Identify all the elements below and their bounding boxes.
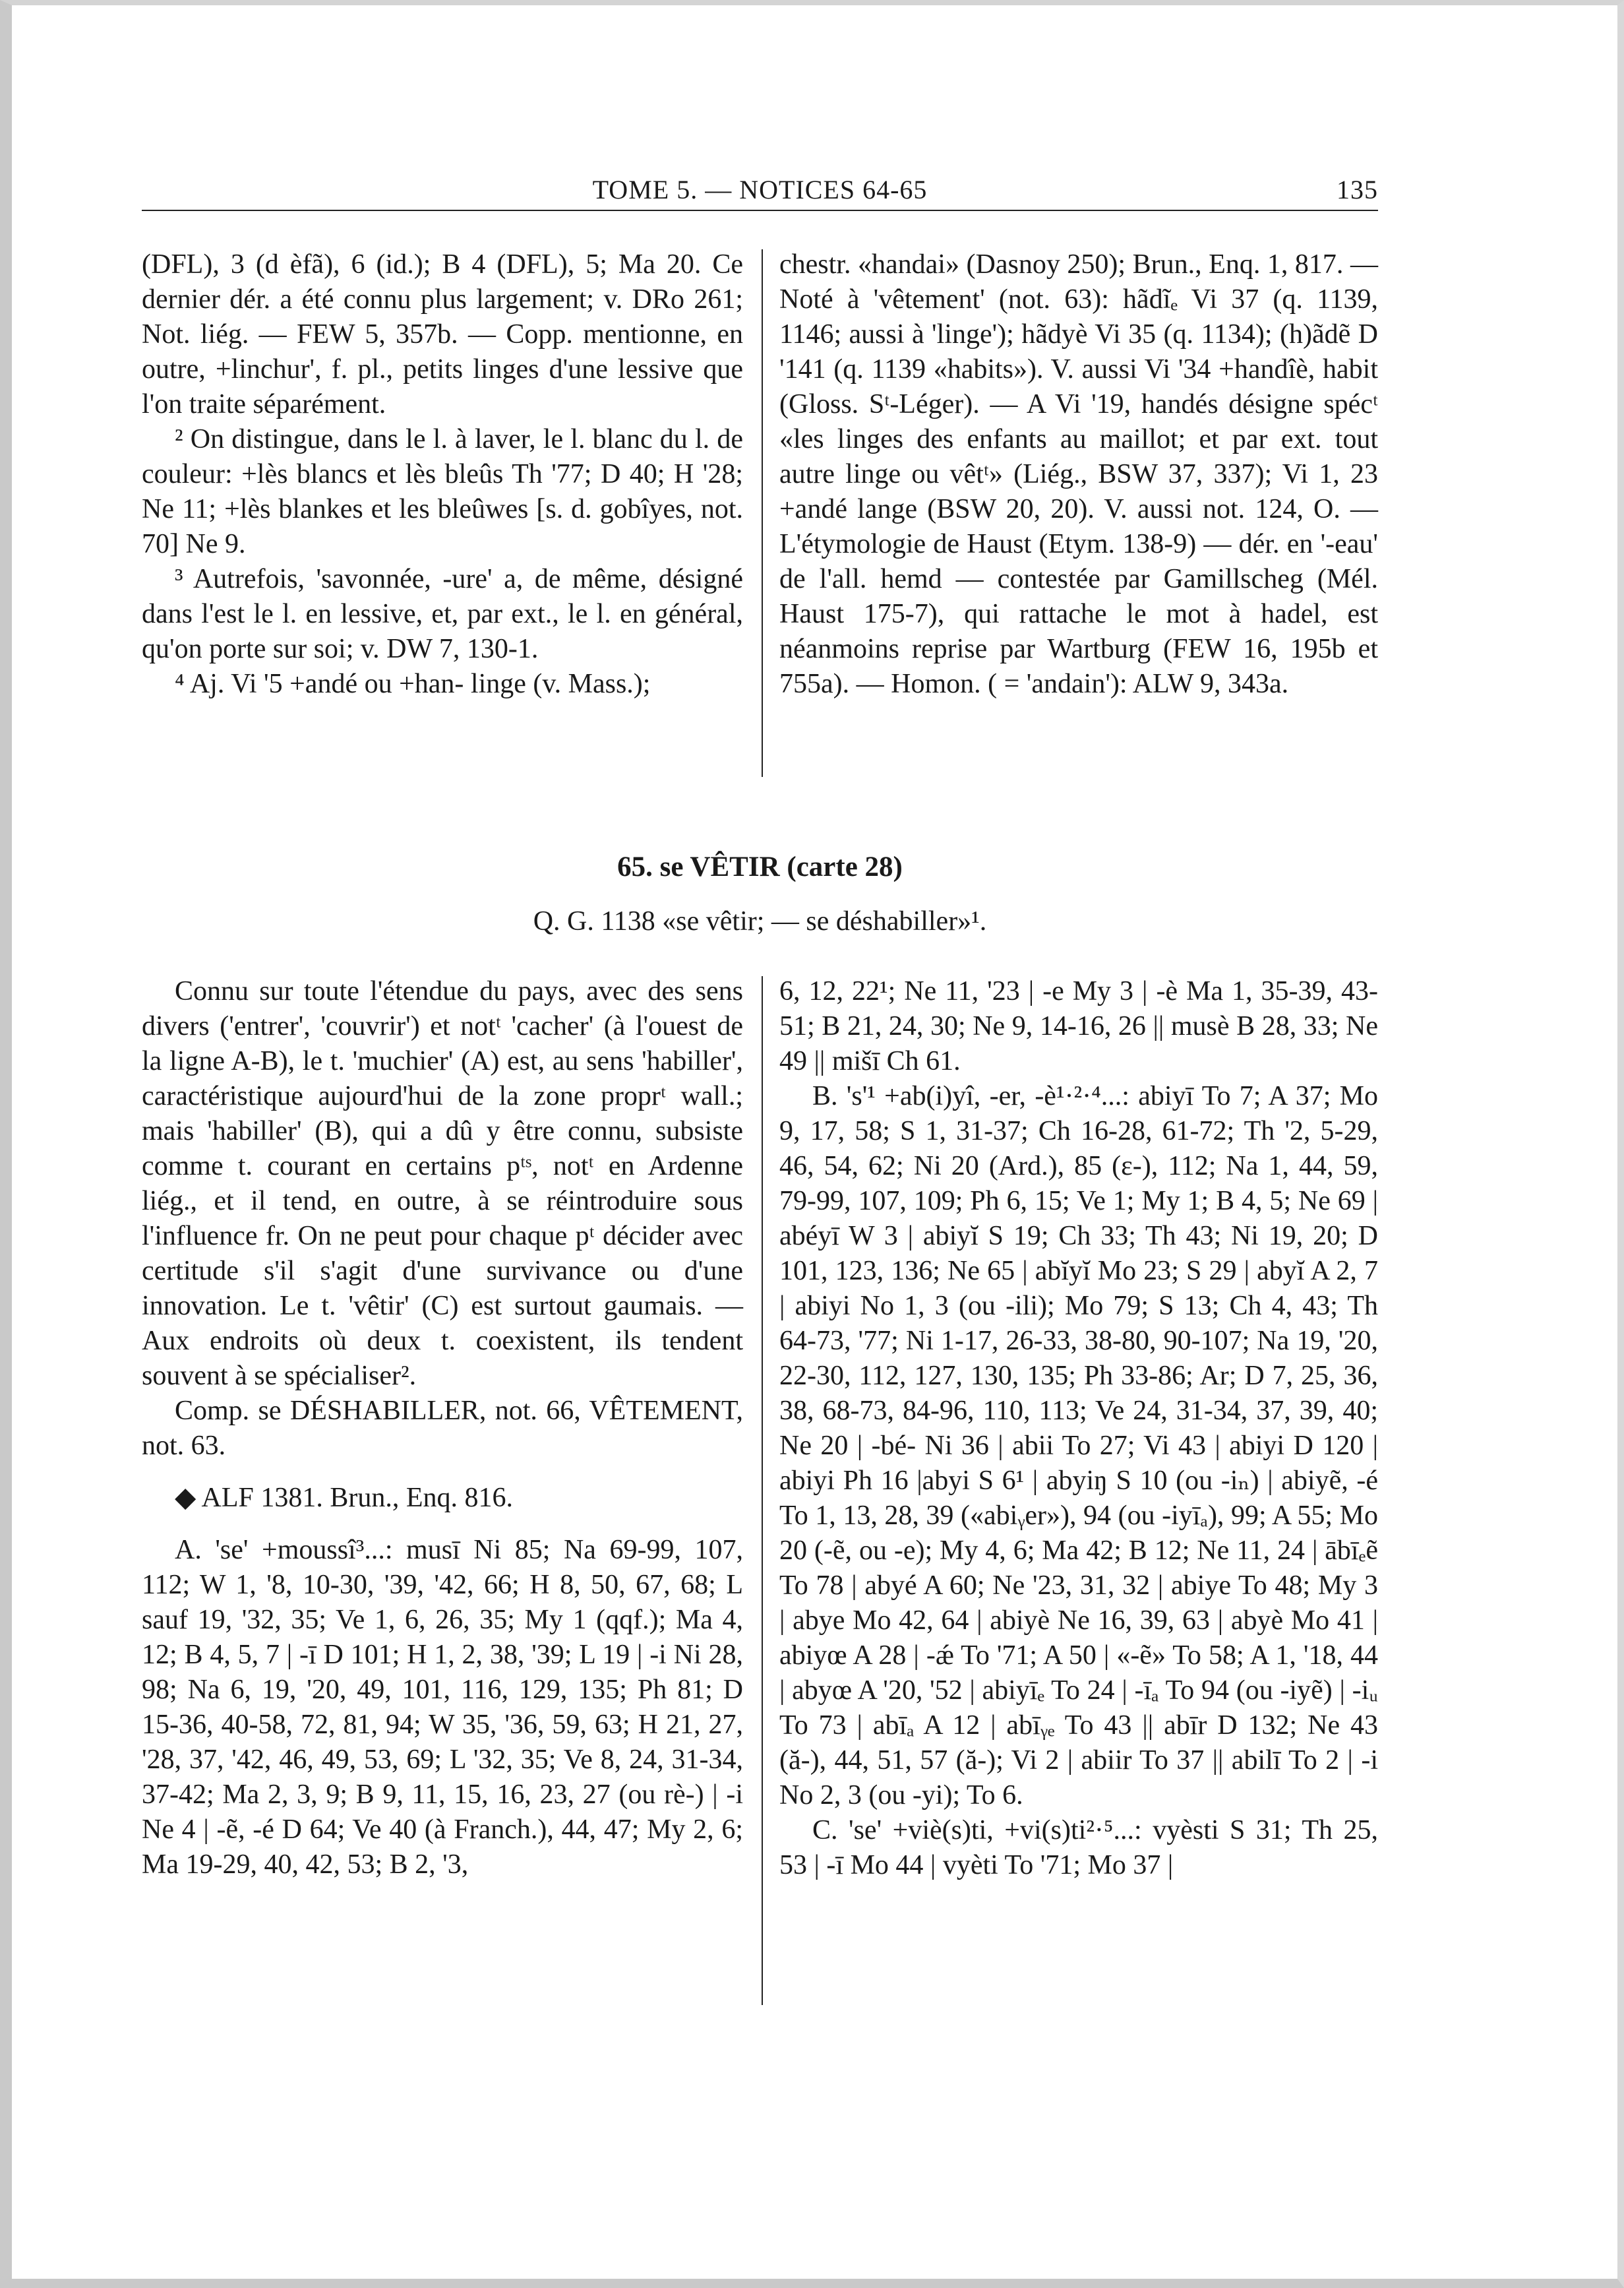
footnote-3: ³ Autrefois, 'savonnée, -ure' a, de même, désigné dans l'est le l. en lessive, et, par ext., le l. en général, qu'on porte sur soi; v. DW 7, 130-1. — [142, 564, 743, 664]
bottom-left-column — [142, 974, 743, 1882]
compare-paragraph: Comp. se DÉSHABILLER, not. 66, VÊTEMENT, not. 63. — [142, 1396, 743, 1461]
page-number: 135 — [1337, 175, 1378, 204]
top-right-column — [779, 247, 1378, 702]
section-subtitle: Q. G. 1138 «se vêtir; — se déshabiller»¹. — [533, 906, 987, 937]
page-header — [142, 170, 1378, 211]
column-divider-top — [762, 249, 763, 777]
type-a-entries: A. 'se' +moussî³...: musī Ni 85; Na 69-99, 107, 112; W 1, '8, 10-30, '39, '42, 66; H 8, 50, 67, 68; L sauf 19, '32, 35; Ve 1, 6, 26, 35; My 1 (qqf.); Ma 4, 12; B 4, 5, 7 | -ī D 101; H 1, 2, 38, '39; L 19 | -i Ni 28, 98; Na 6, 19, '20, 49, 101, 116, 129, 135; Ph 81; D 15-36, 40-58, 72, 81, 94; W 35, '36, 59, 63; H 21, 27, '28, 37, '42, 46, 49, 53, 69; L '32, 35; Ve 8, 24, 31-34, 37-42; Ma 2, 3, 9; B 9, 11, 15, 16, 23, 27 (ou rè-) | -i Ne 4 | -ẽ, -é D 64; Ve 40 (à Franch.), 44, 47; My 2, 6; Ma 19-29, 40, 42, 53; B 2, '3, — [142, 1535, 743, 1880]
type-b-entries: B. 's'¹ +ab(i)yî, -er, -è¹·²·⁴...: abiyī To 7; A 37; Mo 9, 17, 58; S 1, 31-37; Ch 16-28, 61-72; Th '2, 5-29, 46, 54, 62; Ni 20 (Ard.), 85 (ε-), 112; Na 1, 44, 59, 79-99, 107, 109; Ph 6, 15; Ve 1; My 1; B 4, 5; Ne 69 | abéyī W 3 | abiyĭ S 19; Ch 33; Th 43; Ni 19, 20; D 101, 123, 136; Ne 65 | abĭyĭ Mo 23; S 29 | abyĭ A 2, 7 | abiyi No 1, 3 (ou -ili); Mo 79; S 13; Ch 4, 43; Th 64-73, '77; Ni 1-17, 26-33, 38-80, 90-107; Na 19, '20, 22-30, 112, 127, 130, 135; Ph 33-86; Ar; D 7, 25, 36, 38, 68-73, 84-96, 110, 113; Ve 24, 31-34, 37, 39, 40; Ne 20 | -bé- Ni 36 | abii To 27; Vi 43 | abiyi D 120 | abiyi Ph 16 |abyi S 6¹ | abyiŋ S 10 (ou -iₙ) | abiyẽ, -é To 1, 13, 28, 39 («abiᵧer»), 94 (ou -iyīₐ), 99; A 55; Mo 20 (-ẽ, ou -e); My 4, 6; Ma 42; B 12; Ne 11, 24 | ābīₑẽ To 78 | abyé A 60; Ne '23, 31, 32 | abiye To 48; My 3 | abye Mo 42, 64 | abiyè Ne 16, 39, 63 | abyè Mo 41 | abiyœ A 28 | -ǽ To '71; A 50 | «-ẽ» To 58; A 1, '18, 44 | abyœ A '20, '52 | abiyīₑ To 24 | -īₐ To 94 (ou -iyẽ) | -iᵤ To 73 | abīₐ A 12 | abīᵧₑ To 43 || abīr D 132; Ne 43 (ă-), 44, 51, 57 (ă-); Vi 2 | abiir To 37 || abilī To 2 | -i No 2, 3 (ou -yi); To 6. — [779, 1081, 1378, 1810]
running-title: TOME 5. — NOTICES 64-65 — [592, 175, 928, 204]
column-divider-bottom — [762, 976, 763, 2005]
top-left-column — [142, 247, 743, 702]
footnote-4: ⁴ Aj. Vi '5 +andé ou +han- linge (v. Mass.); — [175, 669, 651, 699]
footnote-2: ² On distingue, dans le l. à laver, le l. blanc du l. de couleur: +lès blancs et lès bleûs Th '77; D 40; H '28; Ne 11; +lès blankes et les bleûwes [s. d. gobîyes, not. 70] Ne 9. — [142, 424, 743, 559]
bottom-right-column — [779, 974, 1378, 1883]
section-title: 65. se VÊTIR (carte 28) — [617, 851, 903, 882]
footnote-4-continuation: chestr. «handai» (Dasnoy 250); Brun., Enq. 1, 817. — Noté à 'vêtement' (not. 63): hãdĩₑ Vi 37 (q. 1139, 1146; aussi à 'linge'); hãdyè Vi 35 (q. 1134); (h)ãdẽ D '141 (q. 1139 «habits»). V. aussi Vi '34 +handîè, habit (Gloss. Sᵗ-Léger). — A Vi '19, handés désigne spécᵗ «les linges des enfants au maillot; et par ext. tout autre linge ou vêtᵗ» (Liég., BSW 37, 337); Vi 1, 23 +andé lange (BSW 20, 20). V. aussi not. 124, O. — L'étymologie de Haust (Etym. 138-9) — dér. en '-eau' de l'all. hemd — contestée par Gamillscheg (Mél. Haust 175-7), qui rattache le mot à hadel, est néanmoins reprise par Wartburg (FEW 16, 195b et 755a). — Homon. ( = 'andain'): ALW 9, 343a. — [779, 249, 1378, 699]
type-a-continuation: 6, 12, 22¹; Ne 11, '23 | -e My 3 | -è Ma 1, 35-39, 43-51; B 21, 24, 30; Ne 9, 14-16, 26 || musè B 28, 33; Ne 49 || mišī Ch 61. — [779, 976, 1378, 1076]
type-c-entries: C. 'se' +viè(s)ti, +vi(s)ti²·⁵...: vyèsti S 31; Th 25, 53 | -ī Mo 44 | vyèti To '71; Mo 37 | — [779, 1815, 1378, 1880]
atlas-reference: ◆ ALF 1381. Brun., Enq. 816. — [175, 1483, 513, 1513]
note-continuation: (DFL), 3 (d èfã), 6 (id.); B 4 (DFL), 5; Ma 20. Ce dernier dér. a été connu plus largement; v. DRo 261; Not. liég. — FEW 5, 357b. — Copp. mentionne, en outre, +linchur', f. pl., petits linges d'une lessive que l'on traite séparément. — [142, 249, 743, 419]
intro-paragraph: Connu sur toute l'étendue du pays, avec des sens divers ('entrer', 'couvrir') et notᵗ 'cacher' (à l'ouest de la ligne A-B), le t. 'muchier' (A) est, au sens 'habiller', caractéristique aujourd'hui de la zone proprᵗ wall.; mais 'habiller' (B), qui a dû y être connu, subsiste comme t. courant en certains pᵗˢ, notᵗ en Ardenne liég., et il tend, en outre, à se réintroduire sous l'influence fr. On ne peut pour chaque pᵗ décider avec certitude s'il s'agit d'une survivance ou d'une innovation. Le t. 'vêtir' (C) est surtout gaumais. — Aux endroits où deux t. coexistent, ils tendent souvent à se spécialiser². — [142, 976, 743, 1391]
